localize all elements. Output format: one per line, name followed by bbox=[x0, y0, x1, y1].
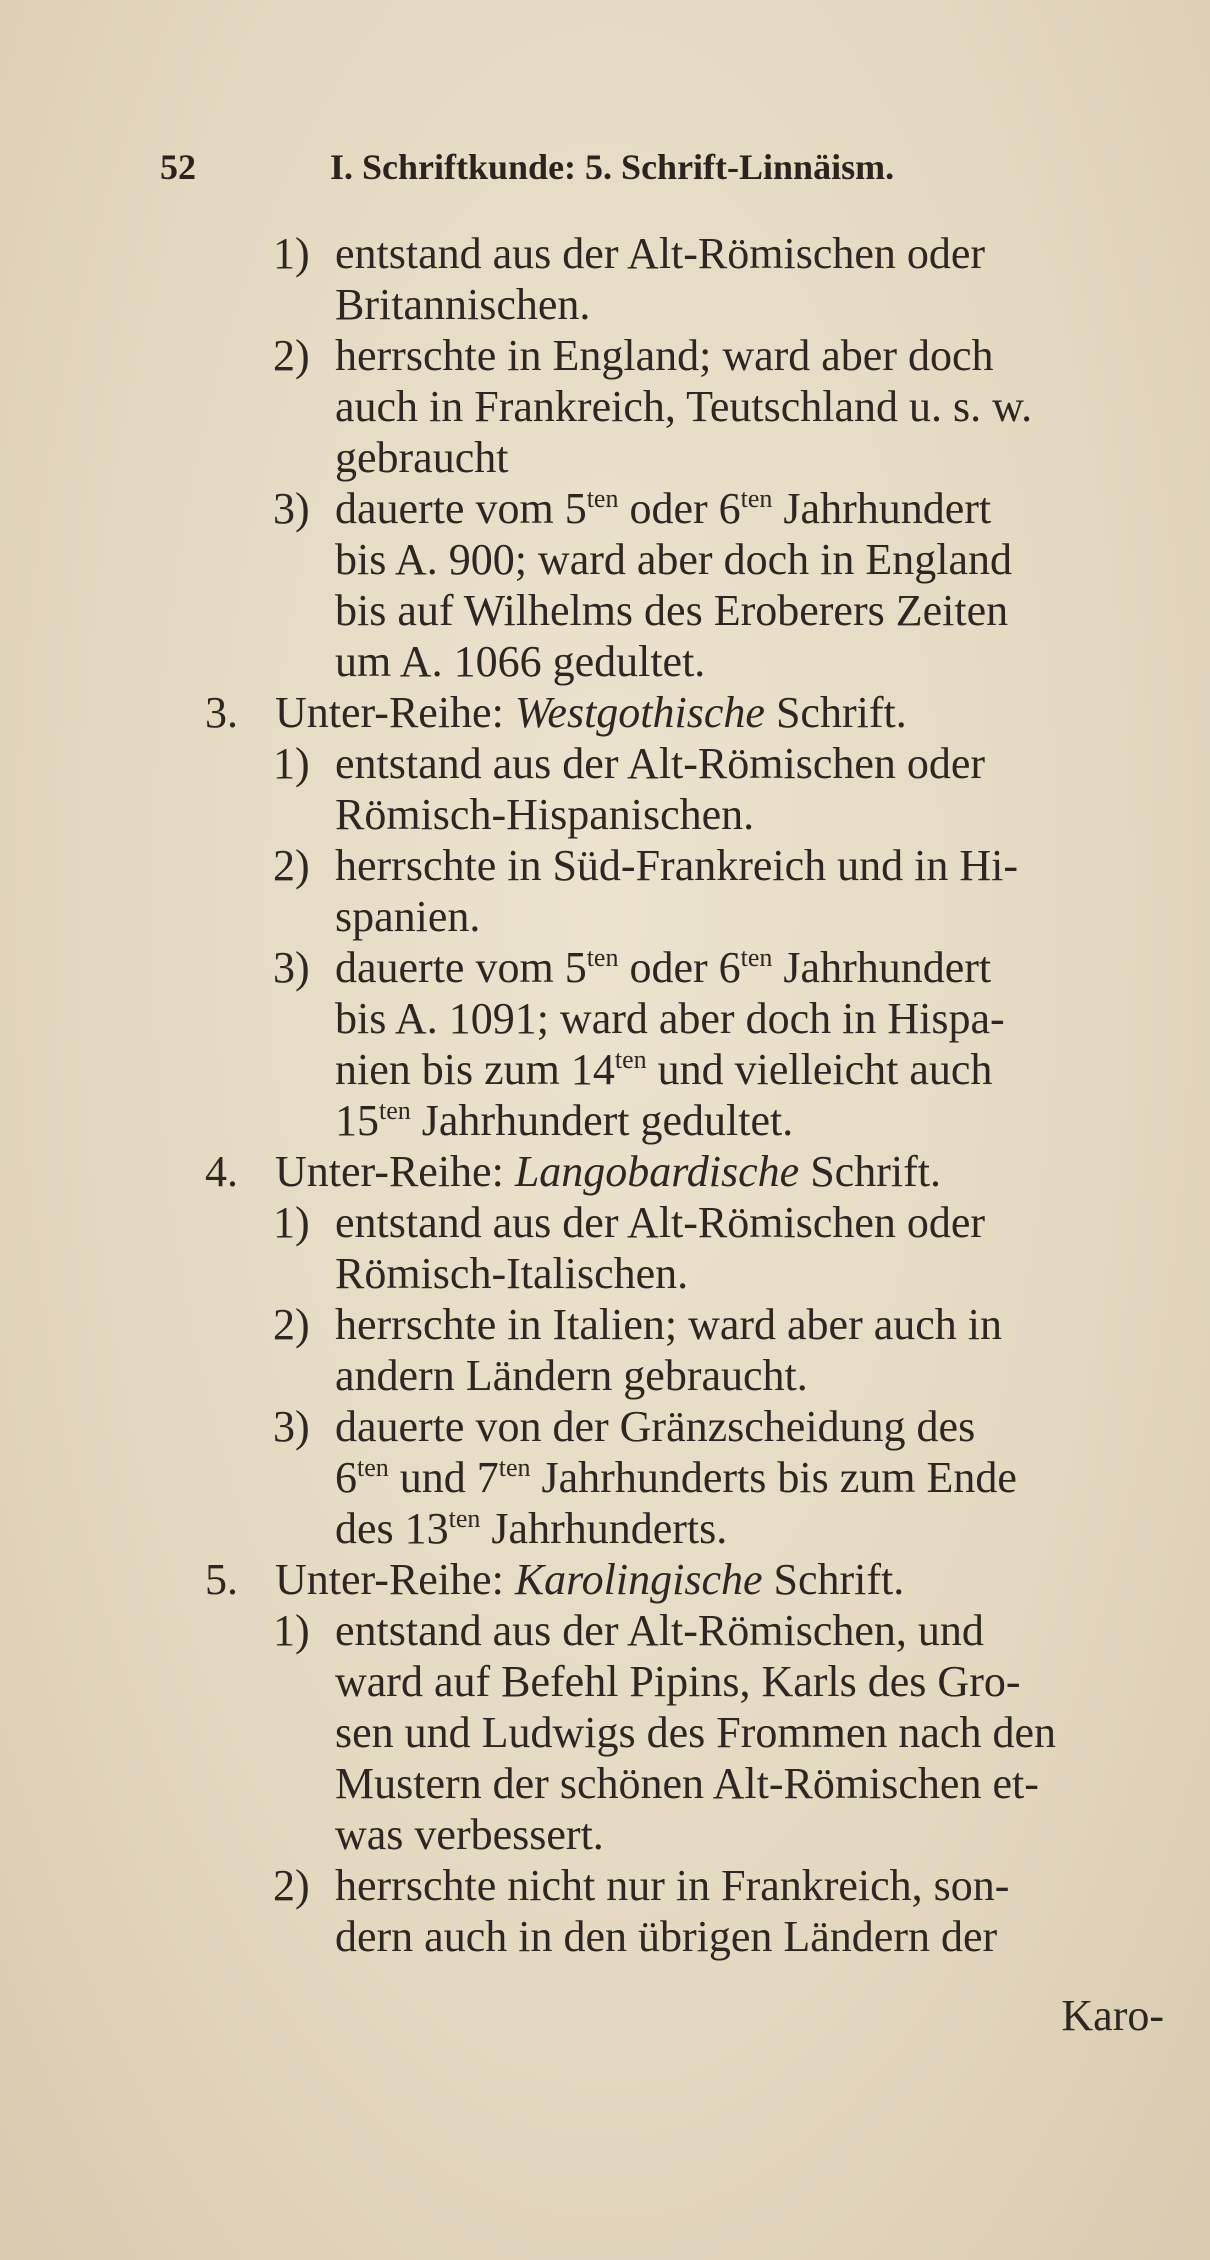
text-line: bis A. 900; ward aber doch in England bbox=[335, 535, 1012, 584]
item-text bbox=[335, 840, 1165, 942]
text-fragment: dauerte vom 5 bbox=[335, 484, 587, 533]
text-fragment: Schrift. bbox=[764, 688, 907, 737]
script-name: Langobardische bbox=[514, 1147, 800, 1196]
text-line: Römisch-Italischen. bbox=[335, 1249, 689, 1298]
list-item bbox=[273, 942, 1165, 1146]
text-fragment: nien bis zum 14 bbox=[335, 1045, 615, 1094]
item-text bbox=[335, 483, 1165, 687]
text-line bbox=[335, 942, 1165, 993]
superscript: ten bbox=[740, 943, 773, 972]
text-fragment: 15 bbox=[335, 1096, 379, 1145]
section-title bbox=[275, 1146, 1165, 1197]
page-number: 52 bbox=[160, 147, 196, 187]
section-number: 4. bbox=[205, 1147, 238, 1196]
section-number: 5. bbox=[205, 1555, 238, 1604]
text-line: bis A. 1091; ward aber doch in Hispa- bbox=[335, 994, 1005, 1043]
catchword: Karo- bbox=[1061, 1991, 1164, 2040]
item-text bbox=[335, 1401, 1165, 1554]
text-fragment: und 7 bbox=[388, 1453, 499, 1502]
text-line: spanien. bbox=[335, 892, 481, 941]
text-fragment: des 13 bbox=[335, 1504, 449, 1553]
section-title bbox=[275, 687, 1165, 738]
superscript: ten bbox=[740, 484, 773, 513]
superscript: ten bbox=[586, 484, 619, 513]
superscript: ten bbox=[586, 943, 619, 972]
text-line: um A. 1066 gedultet. bbox=[335, 637, 706, 686]
text-fragment: oder 6 bbox=[618, 484, 741, 533]
text-line: ward auf Befehl Pipins, Karls des Gro- bbox=[335, 1657, 1021, 1706]
text-line: gebraucht bbox=[335, 433, 509, 482]
text-fragment: Schrift. bbox=[799, 1147, 941, 1196]
list-item bbox=[273, 1401, 1165, 1554]
section-title bbox=[275, 1554, 1165, 1605]
text-fragment: oder 6 bbox=[618, 943, 741, 992]
text-line: entstand aus der Alt-Römischen, und bbox=[335, 1606, 984, 1655]
list-item bbox=[273, 330, 1165, 483]
item-number: 3) bbox=[273, 943, 310, 992]
text-line: entstand aus der Alt-Römischen oder bbox=[335, 739, 986, 788]
text-fragment: dauerte vom 5 bbox=[335, 943, 587, 992]
item-text bbox=[335, 1860, 1165, 1962]
text-fragment: Jahrhundert bbox=[772, 943, 992, 992]
text-fragment: Schrift. bbox=[762, 1555, 905, 1604]
item-number: 2) bbox=[273, 841, 310, 890]
item-number: 1) bbox=[273, 1198, 310, 1247]
text-line: herrschte in Italien; ward aber auch in bbox=[335, 1300, 1003, 1349]
running-head bbox=[160, 138, 1060, 192]
list-item bbox=[273, 1197, 1165, 1299]
item-text bbox=[335, 942, 1165, 1146]
page-text bbox=[205, 228, 1165, 1962]
text-line: Britannischen. bbox=[335, 280, 591, 329]
section-heading bbox=[205, 1146, 1165, 1197]
text-line: was verbessert. bbox=[335, 1810, 604, 1859]
text-line bbox=[335, 1095, 1165, 1146]
text-fragment: Unter-Reihe: bbox=[275, 1147, 515, 1196]
list-item bbox=[273, 483, 1165, 687]
text-fragment: Jahrhundert bbox=[772, 484, 992, 533]
script-name: Westgothische bbox=[514, 688, 765, 737]
text-fragment: Jahrhunderts. bbox=[480, 1504, 728, 1553]
list-item bbox=[273, 1299, 1165, 1401]
item-text bbox=[335, 228, 1165, 330]
text-line: Römisch-Hispanischen. bbox=[335, 790, 755, 839]
list-item bbox=[273, 840, 1165, 942]
superscript: ten bbox=[498, 1453, 531, 1482]
text-fragment: und vielleicht auch bbox=[646, 1045, 993, 1094]
item-number: 2) bbox=[273, 331, 310, 380]
text-line bbox=[335, 1503, 1165, 1554]
item-number: 3) bbox=[273, 484, 310, 533]
text-line bbox=[335, 1044, 1165, 1095]
text-line bbox=[335, 1452, 1165, 1503]
text-line: entstand aus der Alt-Römischen oder bbox=[335, 229, 986, 278]
text-line bbox=[335, 483, 1165, 534]
text-line: andern Ländern gebraucht. bbox=[335, 1351, 808, 1400]
text-fragment: Jahrhunderts bis zum Ende bbox=[530, 1453, 1017, 1502]
list-item bbox=[273, 1860, 1165, 1962]
item-text bbox=[335, 1605, 1165, 1860]
superscript: ten bbox=[357, 1453, 389, 1482]
item-text bbox=[335, 1299, 1165, 1401]
text-fragment: Unter-Reihe: bbox=[275, 1555, 515, 1604]
script-name: Karolingische bbox=[514, 1555, 763, 1604]
item-text bbox=[335, 1197, 1165, 1299]
text-line: sen und Ludwigs des Frommen nach den bbox=[335, 1708, 1056, 1757]
item-number: 2) bbox=[273, 1861, 310, 1910]
item-number: 1) bbox=[273, 739, 310, 788]
text-line: dauerte von der Gränzscheidung des bbox=[335, 1402, 976, 1451]
text-line: Mustern der schönen Alt-Römischen et- bbox=[335, 1759, 1039, 1808]
item-number: 3) bbox=[273, 1402, 310, 1451]
superscript: ten bbox=[448, 1504, 481, 1533]
section-heading bbox=[205, 1554, 1165, 1605]
list-item bbox=[273, 738, 1165, 840]
item-number: 1) bbox=[273, 1606, 310, 1655]
section-number: 3. bbox=[205, 688, 238, 737]
running-title: I. Schriftkunde: 5. Schrift-Linnäism. bbox=[330, 147, 895, 187]
text-fragment: 6 bbox=[335, 1453, 357, 1502]
item-number: 1) bbox=[273, 229, 310, 278]
superscript: ten bbox=[379, 1096, 411, 1125]
text-fragment: Unter-Reihe: bbox=[275, 688, 515, 737]
list-item bbox=[273, 1605, 1165, 1860]
text-line: bis auf Wilhelms des Eroberers Zeiten bbox=[335, 586, 1009, 635]
text-line: auch in Frankreich, Teutschland u. s. w. bbox=[335, 382, 1033, 431]
text-line: dern auch in den übrigen Ländern der bbox=[335, 1912, 998, 1961]
section-heading bbox=[205, 687, 1165, 738]
item-number: 2) bbox=[273, 1300, 310, 1349]
superscript: ten bbox=[614, 1045, 647, 1074]
list-item bbox=[273, 228, 1165, 330]
text-line: herrschte nicht nur in Frankreich, son- bbox=[335, 1861, 1010, 1910]
item-text bbox=[335, 738, 1165, 840]
text-line: herrschte in Süd-Frankreich und in Hi- bbox=[335, 841, 1019, 890]
item-text bbox=[335, 330, 1165, 483]
text-line: entstand aus der Alt-Römischen oder bbox=[335, 1198, 986, 1247]
text-line: herrschte in England; ward aber doch bbox=[335, 331, 994, 380]
text-fragment: Jahrhundert gedultet. bbox=[410, 1096, 794, 1145]
